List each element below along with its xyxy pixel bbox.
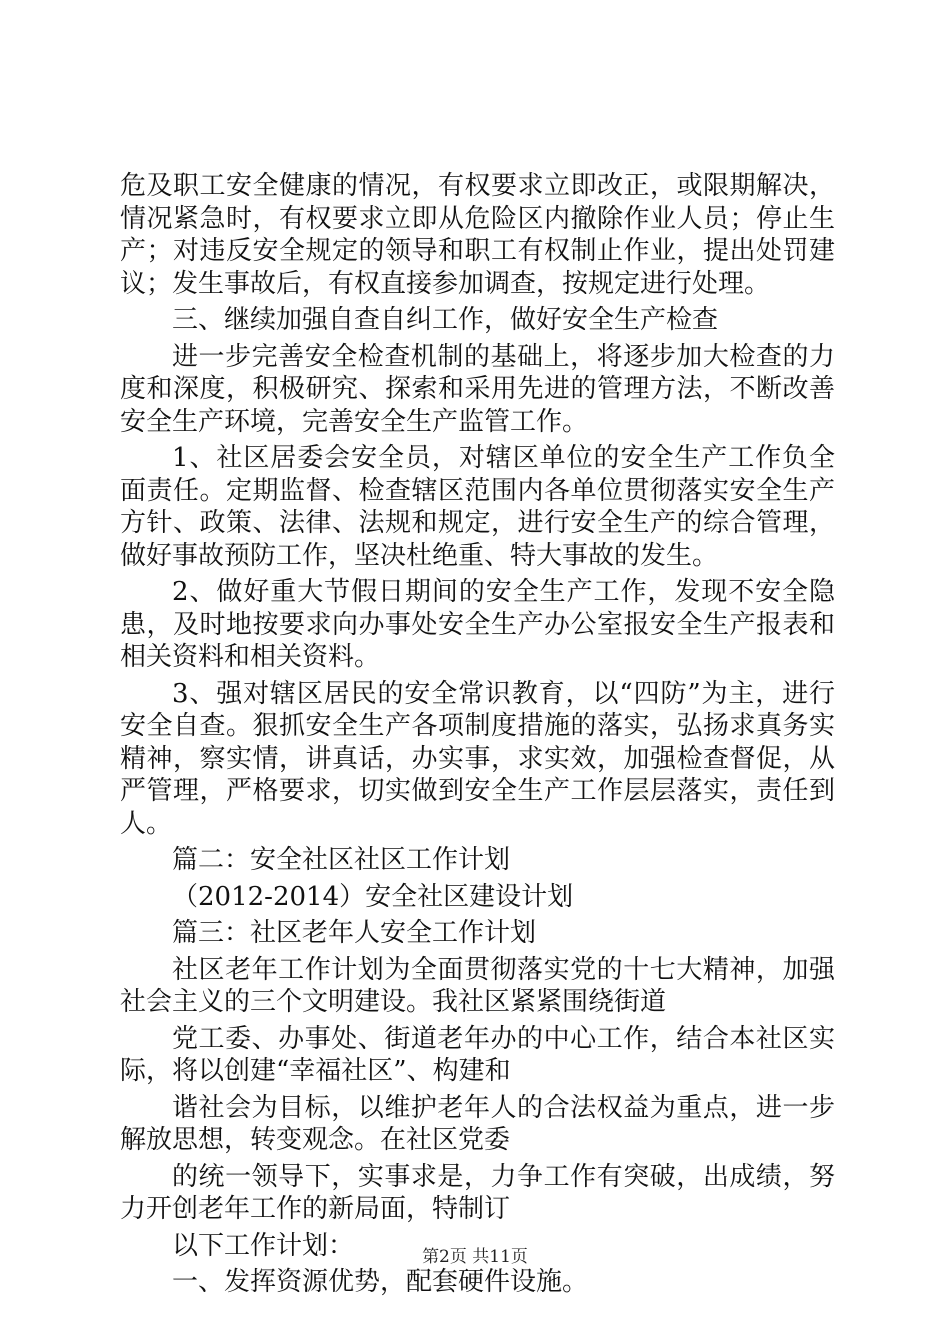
chapter-heading-3: 篇三：社区老年人安全工作计划 [172,918,537,948]
section-heading-1: 一、发挥资源优势，配套硬件设施。 [172,1267,589,1297]
list-item-1: 1、社区居委会安全员，对辖区单位的安全生产工作负全面责任。定期监督、检查辖区范围内各单位贯彻落实安全生产方针、政策、法律、法规和规定，进行安全生产的综合管理，做好事故预防工作，坚决杜绝重、特大事故的发生。 [120,443,835,571]
chapter-heading-2: 篇二：安全社区社区工作计划 [172,845,511,875]
list-item-2: 2、做好重大节假日期间的安全生产工作，发现不安全隐患，及时地按要求向办事处安全生产办公室报安全生产报表和相关资料和相关资料。 [120,577,835,672]
page-number-footer: 第2页 共11页 [422,1247,528,1267]
paragraph-7: 以下工作计划： [172,1230,355,1261]
paragraph-4: 党工委、办事处、街道老年办的中心工作，结合本社区实际，将以创建“幸福社区”、构建和 [120,1023,835,1086]
paragraph-6: 的统一领导下，实事求是，力争工作有突破，出成绩，努力开创老年工作的新局面，特制订 [120,1161,835,1224]
paragraph-2: 进一步完善安全检查机制的基础上，将逐步加大检查的力度和深度，积极研究、探索和采用先进的管理方法，不断改善安全生产环境，完善安全生产监管工作。 [120,341,835,437]
section-heading-3: 三、继续加强自查自纠工作，做好安全生产检查 [172,305,719,335]
paragraph-3: 社区老年工作计划为全面贯彻落实党的十七大精神，加强社会主义的三个文明建设。我社区紧紧围绕街道 [120,954,835,1017]
paragraph-5: 谐社会为目标，以维护老年人的合法权益为重点，进一步解放思想，转变观念。在社区党委 [120,1092,835,1155]
list-item-3: 3、强对辖区居民的安全常识教育，以“四防”为主，进行安全自查。狠抓安全生产各项制度措施的落实，弘扬求真务实精神，察实情，讲真话，办实事，求实效，加强检查督促，从严管理，严格要求，切实做到安全生产工作层层落实，责任到人。 [120,678,835,839]
subtitle-2012-2014: （2012-2014）安全社区建设计划 [172,881,574,912]
document-body [120,170,835,1299]
paragraph-1: 危及职工安全健康的情况，有权要求立即改正，或限期解决，情况紧急时，有权要求立即从危险区内撤除作业人员；停止生产；对违反安全规定的领导和职工有权制止作业，提出处罚建议；发生事故后，有权直接参加调查，按规定进行处理。 [120,171,835,299]
